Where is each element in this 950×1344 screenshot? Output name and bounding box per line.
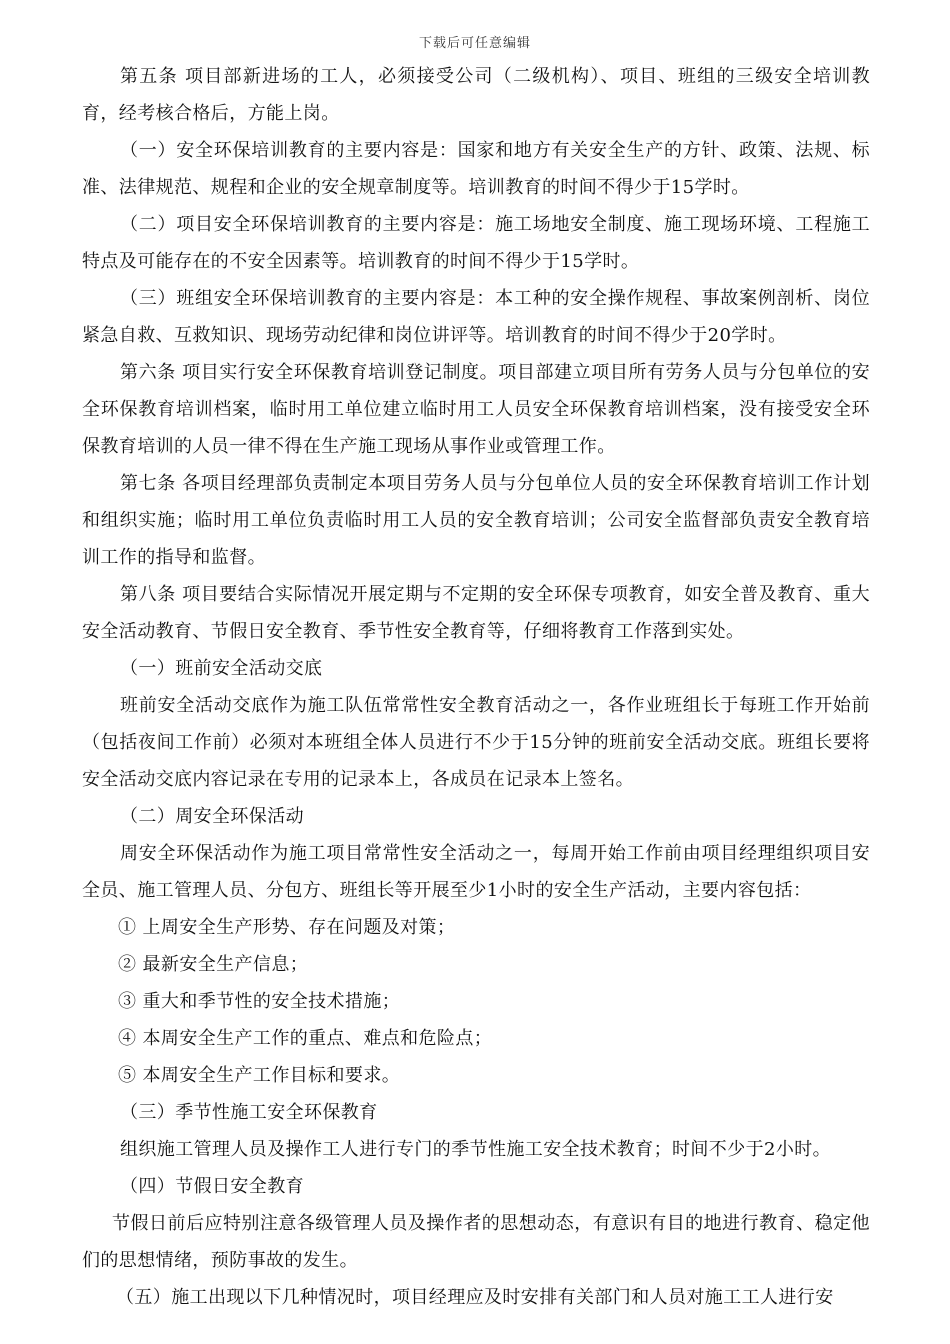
list-item: ① 上周安全生产形势、存在问题及对策；: [118, 917, 456, 938]
list-item: ⑤ 本周安全生产工作目标和要求。: [118, 1065, 401, 1086]
section-heading-weekly: （二）周安全环保活动: [120, 806, 304, 827]
article-5-item-1: （一）安全环保培训教育的主要内容是：国家和地方有关安全生产的方针、政策、法规、标准、法律规范、规程和企业的安全规章制度等。培训教育的时间不得少于15学时。: [82, 140, 870, 198]
page-header: 下载后可任意编辑: [418, 36, 531, 51]
list-item: ② 最新安全生产信息；: [118, 954, 309, 975]
article-7: 第七条 各项目经理部负责制定本项目劳务人员与分包单位人员的安全环保教育培训工作计划和组织实施；临时用工单位负责临时用工人员的安全教育培训；公司安全监督部负责安全教育培训工作的指导和监督。: [82, 473, 870, 568]
article-5: 第五条 项目部新进场的工人，必须接受公司（二级机构）、项目、班组的三级安全培训教育，经考核合格后，方能上岗。: [82, 66, 870, 124]
section-heading-seasonal: （三）季节性施工安全环保教育: [120, 1102, 378, 1123]
article-8: 第八条 项目要结合实际情况开展定期与不定期的安全环保专项教育，如安全普及教育、重大安全活动教育、节假日安全教育、季节性安全教育等，仔细将教育工作落到实处。: [82, 584, 870, 642]
document-body: [82, 58, 870, 1316]
section-pre-shift-body: 班前安全活动交底作为施工队伍常常性安全教育活动之一，各作业班组长于每班工作开始前（包括夜间工作前）必须对本班组全体人员进行不少于15分钟的班前安全活动交底。班组长要将安全活动交底内容记录在专用的记录本上，各成员在记录本上签名。: [82, 695, 870, 790]
section-5-start: （五）施工出现以下几种情况时，项目经理应及时安排有关部门和人员对施工工人进行安: [116, 1287, 834, 1308]
section-heading-holiday: （四）节假日安全教育: [120, 1176, 304, 1197]
section-heading-pre-shift: （一）班前安全活动交底: [120, 658, 323, 679]
article-5-item-2: （二）项目安全环保培训教育的主要内容是：施工场地安全制度、施工现场环境、工程施工特点及可能存在的不安全因素等。培训教育的时间不得少于15学时。: [82, 214, 870, 272]
section-seasonal-body: 组织施工管理人员及操作工人进行专门的季节性施工安全技术教育；时间不少于2小时。: [120, 1139, 832, 1160]
section-weekly-body: 周安全环保活动作为施工项目常常性安全活动之一，每周开始工作前由项目经理组织项目安全员、施工管理人员、分包方、班组长等开展至少1小时的安全生产活动，主要内容包括：: [82, 843, 870, 901]
section-holiday-body: 节假日前后应特别注意各级管理人员及操作者的思想动态，有意识有目的地进行教育、稳定他们的思想情绪，预防事故的发生。: [82, 1213, 870, 1271]
article-5-item-3: （三）班组安全环保培训教育的主要内容是：本工种的安全操作规程、事故案例剖析、岗位紧急自救、互救知识、现场劳动纪律和岗位讲评等。培训教育的时间不得少于20学时。: [82, 288, 870, 346]
article-6: 第六条 项目实行安全环保教育培训登记制度。项目部建立项目所有劳务人员与分包单位的安全环保教育培训档案，临时用工单位建立临时用工人员安全环保教育培训档案，没有接受安全环保教育培训的人员一律不得在生产施工现场从事作业或管理工作。: [82, 362, 870, 457]
list-item: ③ 重大和季节性的安全技术措施；: [118, 991, 401, 1012]
list-item: ④ 本周安全生产工作的重点、难点和危险点；: [118, 1028, 493, 1049]
